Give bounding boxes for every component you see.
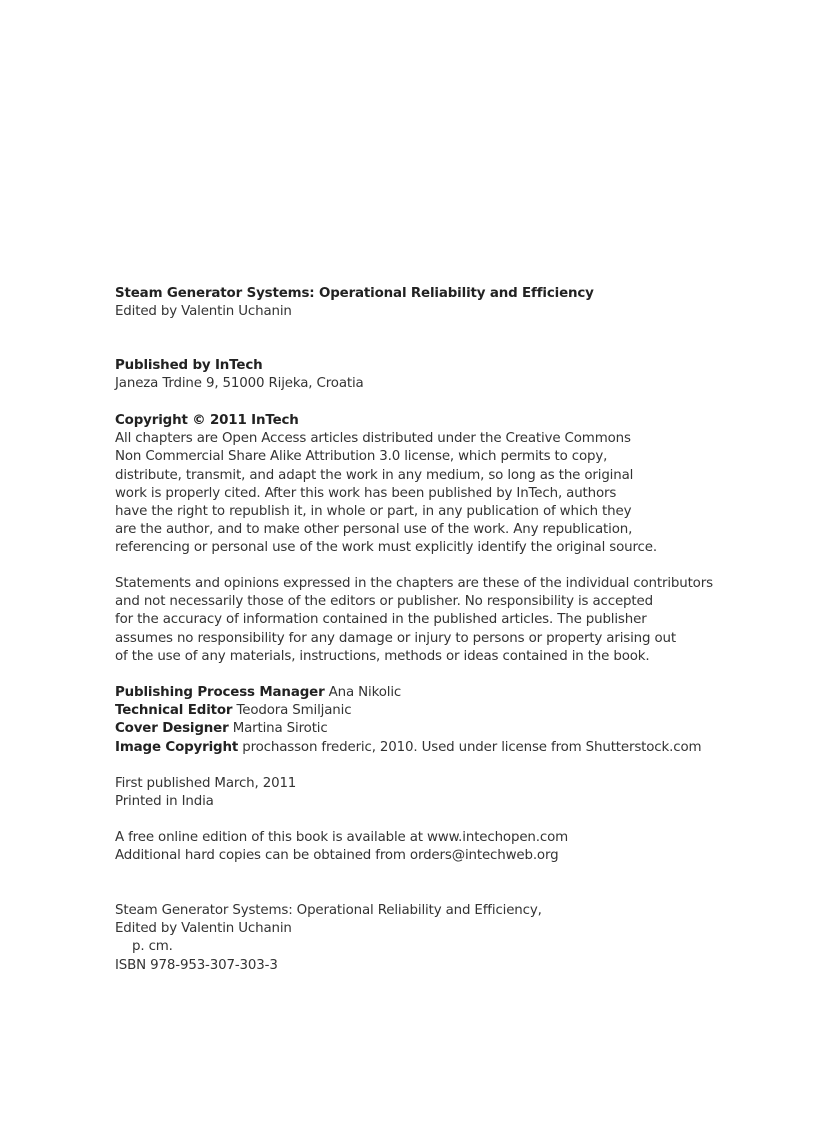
credit-name: Teodora Smiljanic <box>236 703 352 719</box>
publisher-address: Janeza Trdine 9, 51000 Rijeka, Croatia <box>115 376 364 392</box>
credit-role: Cover Designer <box>115 721 229 737</box>
credit-row <box>115 720 805 738</box>
credit-row <box>115 739 805 757</box>
credits-block <box>115 684 805 757</box>
copyright-line: referencing or personal use of the work must explicitly identify the original source. <box>115 540 657 556</box>
hard-copies-note: Additional hard copies can be obtained from orders@intechweb.org <box>115 848 559 864</box>
disclaimer-line: Statements and opinions expressed in the chapters are these of the individual contributors <box>115 576 713 591</box>
copyright-line: have the right to republish it, in whole or part, in any publication of which they <box>115 504 632 520</box>
credit-role: Publishing Process Manager <box>115 685 325 700</box>
disclaimer-line: for the accuracy of information contained in the published articles. The publisher <box>115 612 647 628</box>
online-edition-note: A free online edition of this book is available at www.intechopen.com <box>115 830 569 845</box>
title-block <box>115 285 805 321</box>
cataloging-block <box>115 902 805 975</box>
disclaimer-line: of the use of any materials, instructions, methods or ideas contained in the book. <box>115 648 650 664</box>
catalog-title: Steam Generator Systems: Operational Reliability and Efficiency, <box>115 903 542 918</box>
catalog-isbn: ISBN 978-953-307-303-3 <box>115 957 278 973</box>
publication-block <box>115 775 805 811</box>
credit-name: prochasson frederic, 2010. Used under license from Shutterstock.com <box>242 739 702 755</box>
publisher-block <box>115 357 805 393</box>
first-published: First published March, 2011 <box>115 776 297 791</box>
copyright-line: are the author, and to make other personal use of the work. Any republication, <box>115 522 633 538</box>
catalog-pages: p. cm. <box>132 939 173 955</box>
publisher-heading: Published by InTech <box>115 358 263 373</box>
copyright-block <box>115 412 805 558</box>
credit-row <box>115 702 805 720</box>
printed-in: Printed in India <box>115 794 214 810</box>
copyright-line: Non Commercial Share Alike Attribution 3.0 license, which permits to copy, <box>115 449 608 465</box>
credit-role: Image Copyright <box>115 739 239 755</box>
book-editor: Edited by Valentin Uchanin <box>115 304 292 320</box>
credit-name: Martina Sirotic <box>232 721 328 737</box>
disclaimer-block <box>115 575 805 666</box>
copyright-line: distribute, transmit, and adapt the work in any medium, so long as the original <box>115 467 634 483</box>
online-block <box>115 829 805 865</box>
credit-name: Ana Nikolic <box>328 685 402 700</box>
copyright-line: work is properly cited. After this work has been published by InTech, authors <box>115 485 617 501</box>
credit-row <box>115 684 805 702</box>
book-title: Steam Generator Systems: Operational Reliability and Efficiency <box>115 286 594 301</box>
disclaimer-line: and not necessarily those of the editors or publisher. No responsibility is accepted <box>115 594 653 610</box>
copyright-line: All chapters are Open Access articles distributed under the Creative Commons <box>115 431 631 447</box>
credit-role: Technical Editor <box>115 703 233 719</box>
catalog-editor: Edited by Valentin Uchanin <box>115 921 292 937</box>
copyright-heading: Copyright © 2011 InTech <box>115 413 299 428</box>
disclaimer-line: assumes no responsibility for any damage or injury to persons or property arising out <box>115 630 676 646</box>
